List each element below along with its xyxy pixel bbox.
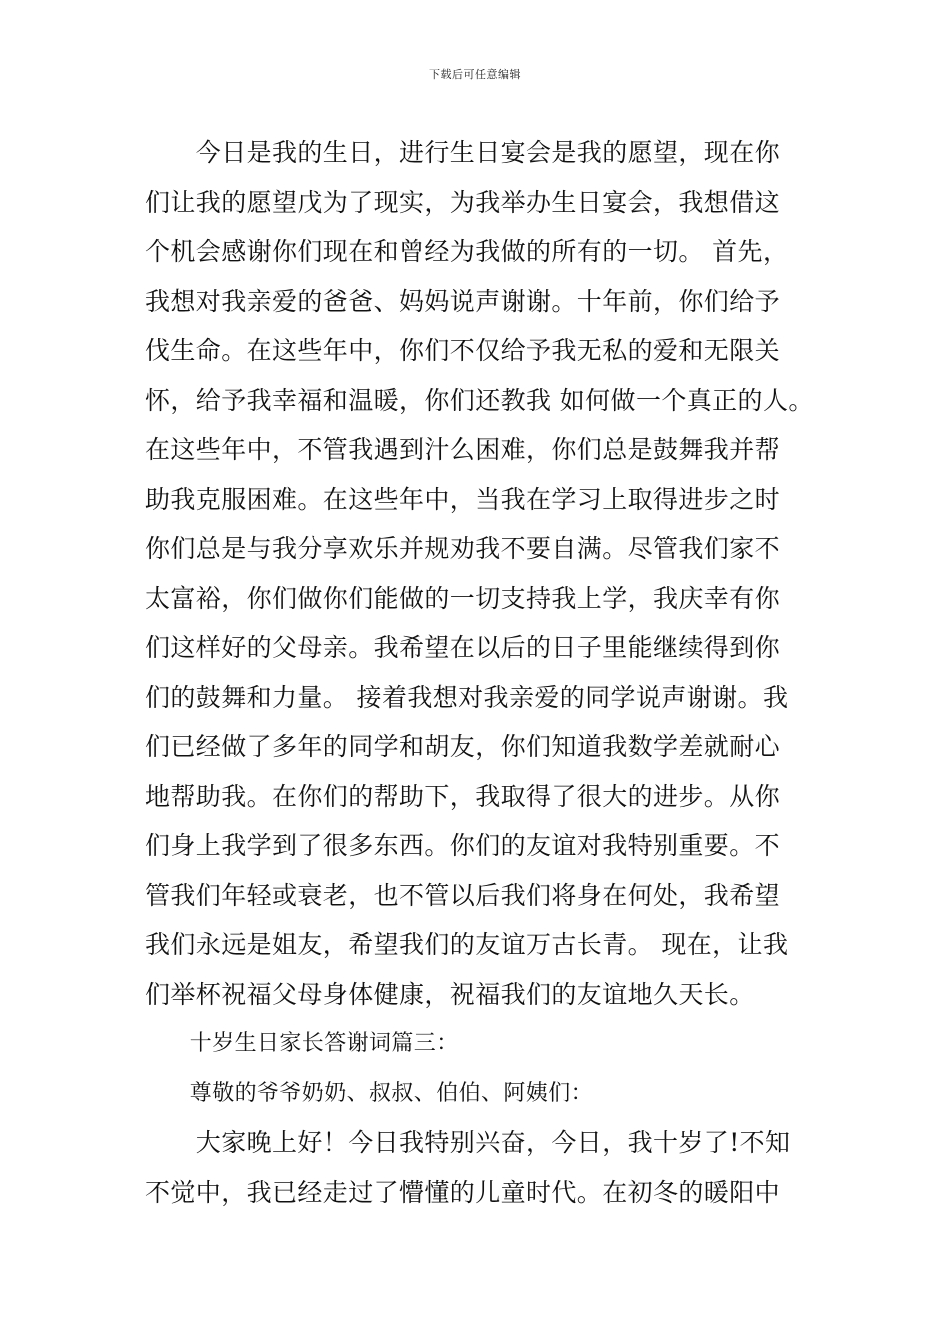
paragraph-line: 们举杯祝福父母身体健康，祝福我们的友谊地久天长。 (145, 979, 755, 1009)
paragraph-line: 助我克服困难。在这些年中，当我在学习上取得进步之时 (145, 484, 781, 514)
paragraph-line: 地帮助我。在你们的帮助下，我取得了很大的进步。从你 (145, 781, 781, 811)
paragraph-line: 在这些年中，不管我遇到汁么困难，你们总是鼓舞我并帮 (145, 435, 781, 464)
paragraph-line: 伐生命。在这些年中，你们不仅给予我无私的爱和无限关 (145, 336, 781, 365)
paragraph-line: 大家晚上好！今日我特别兴奋，今日，我十岁了!不知 (145, 1128, 791, 1157)
paragraph-line: 怀，给予我幸福和温暖，你们还教我 如何做一个真正的人。 (145, 385, 814, 415)
paragraph-line: 们让我的愿望戊为了现实，为我举办生日宴会，我想借这 (145, 187, 781, 217)
paragraph-line: 你们总是与我分享欢乐并规劝我不要自满。尽管我们家不 (145, 534, 781, 563)
paragraph-line: 太富裕，你们做你们能做的一切支持我上学，我庆幸有你 (145, 583, 781, 613)
paragraph-line: 今日是我的生日，进行生日宴会是我的愿望，现在你 (145, 138, 781, 167)
paragraph-line: 们已经做了多年的同学和胡友，你们知道我数学差就耐心 (145, 732, 781, 761)
paragraph-line: 管我们年轻或衰老，也不管以后我们将身在何处，我希望 (145, 880, 781, 910)
document-body (145, 128, 814, 1217)
salutation-line: 尊敬的爷爷奶奶、叔叔、伯伯、阿姨们： (145, 1080, 594, 1106)
paragraph-line: 们这样好的父母亲。我希望在以后的日子里能继续得到你 (145, 633, 781, 662)
header-note: 下载后可任意编辑 (429, 68, 521, 81)
paragraph-line: 我们永远是姐友，希望我们的友谊万古长青。 现在，让我 (145, 930, 789, 959)
paragraph-line: 们身上我学到了很多东西。你们的友谊对我特别重要。不 (145, 831, 781, 860)
section-heading: 十岁生日家长答谢词篇三： (145, 1031, 459, 1056)
paragraph-line: 个机会感谢你们现在和曾经为我做的所有的一切。 首先， (145, 237, 789, 266)
paragraph-line: 我想对我亲爱的爸爸、妈妈说声谢谢。十年前，你们给予 (145, 286, 781, 316)
paragraph-line: 们的鼓舞和力量。 接着我想对我亲爱的同学说声谢谢。我 (145, 682, 789, 712)
paragraph-line: 不觉中，我已经走过了懵懂的儿童时代。在初冬的暖阳中 (145, 1177, 781, 1207)
